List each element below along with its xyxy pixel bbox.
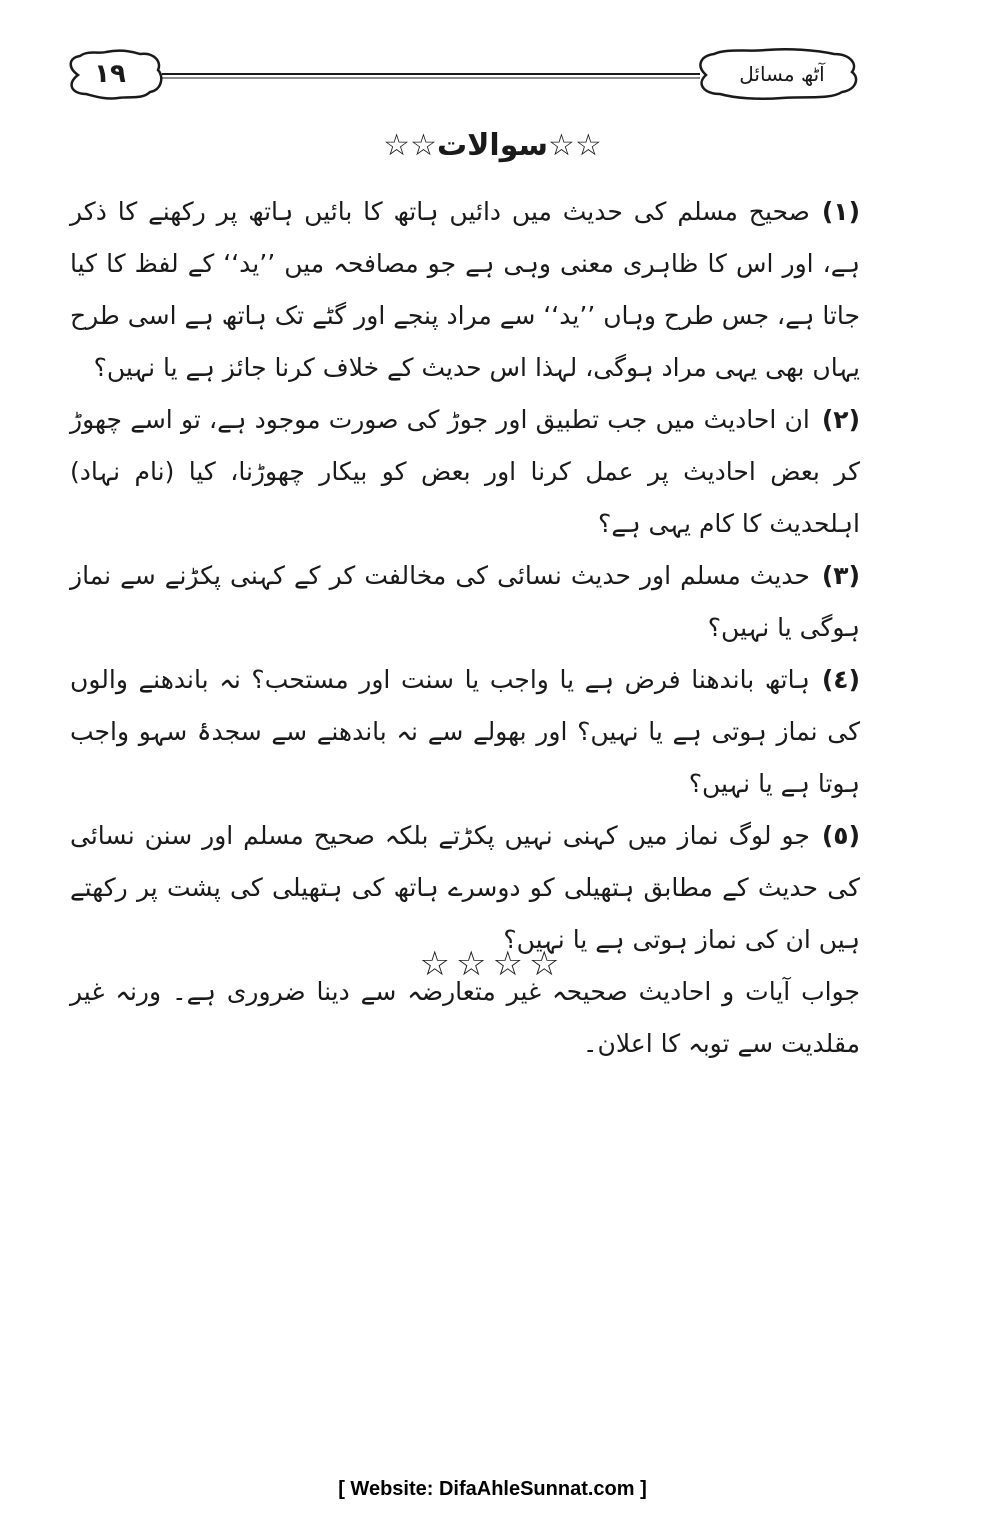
question-2 bbox=[70, 394, 860, 550]
website-footer: [ Website: DifaAhleSunnat.com ] bbox=[338, 1478, 647, 1500]
question-text: ان احادیث میں جب تطبیق اور جوڑ کی صورت موجود ہے، تو اسے چھوڑ کر بعض احادیث پر عمل کرنا اور بعض کو بیکار چھوڑنا، کیا (نام نہاد) اہلحدیث کا کام یہی ہے؟ bbox=[70, 405, 860, 538]
question-number: (٤) bbox=[821, 665, 860, 694]
questions-body bbox=[70, 186, 860, 1070]
question-5 bbox=[70, 810, 860, 966]
question-text: صحیح مسلم کی حدیث میں دائیں ہاتھ کا بائیں ہاتھ پر رکھنے کا ذکر ہے، اور اس کا ظاہری معنی وہی ہے جو مصافحہ میں ’’ید‘‘ کے لفظ کا کیا جاتا ہے، جس طرح وہاں ’’ید‘‘ سے مراد پنجے اور گٹے تک ہاتھ ہے اسی طرح یہاں بھی یہی مراد ہوگی، لہذا اس حدیث کے خلاف کرنا جائز ہے یا نہیں؟ bbox=[70, 197, 860, 382]
answer-note: جواب آیات و احادیث صحیحہ غیر متعارضہ سے دینا ضروری ہے۔ ورنہ غیر مقلدیت سے توبہ کا اعلان۔ bbox=[70, 977, 860, 1058]
section-heading: ☆☆سوالات☆☆ bbox=[383, 128, 602, 163]
question-text: حدیث مسلم اور حدیث نسائی کی مخالفت کر کے کہنی پکڑنے سے نماز ہوگی یا نہیں؟ bbox=[70, 561, 860, 642]
question-number: (١) bbox=[821, 197, 860, 226]
question-1 bbox=[70, 186, 860, 394]
book-title: آٹھ مسائل bbox=[739, 62, 825, 86]
question-number: (٢) bbox=[821, 405, 860, 434]
question-4 bbox=[70, 654, 860, 810]
question-text: ہاتھ باندھنا فرض ہے یا واجب یا سنت اور مستحب؟ نہ باندھنے والوں کی نماز ہوتی ہے یا نہیں؟ اور بھولے سے نہ باندھنے سے سجدۂ سہو واجب ہوتا ہے یا نہیں؟ bbox=[70, 665, 860, 798]
question-text: جو لوگ نماز میں کہنی نہیں پکڑتے بلکہ صحیح مسلم اور سنن نسائی کی حدیث کے مطابق ہتھیلی کو دوسرے ہاتھ کی ہتھیلی کی پشت پر رکھتے ہیں ان کی نماز ہوتی ہے یا نہیں؟ bbox=[70, 821, 860, 954]
question-number: (٥) bbox=[821, 821, 860, 850]
question-3 bbox=[70, 550, 860, 654]
question-number: (٣) bbox=[821, 561, 860, 590]
page-number: ١٩ bbox=[94, 59, 126, 89]
end-stars: ☆☆☆☆ bbox=[419, 944, 566, 984]
page-header bbox=[58, 46, 862, 104]
